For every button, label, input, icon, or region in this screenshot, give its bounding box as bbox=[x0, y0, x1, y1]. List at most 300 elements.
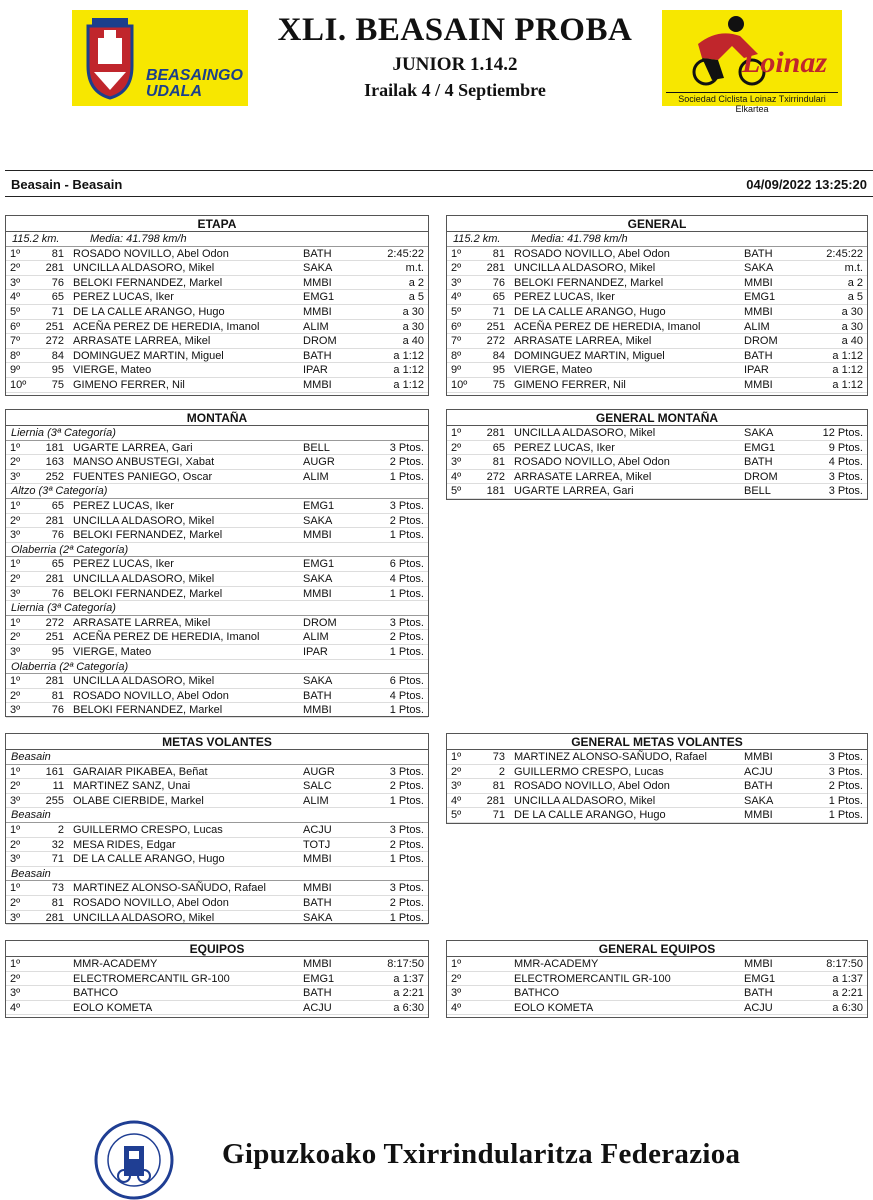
bib-cell: 161 bbox=[45, 765, 64, 778]
name-cell: UNCILLA ALDASORO, Mikel bbox=[514, 262, 656, 275]
name-cell: ROSADO NOVILLO, Abel Odon bbox=[73, 896, 229, 909]
team-cell: DROM bbox=[303, 335, 337, 348]
value-cell: m.t. bbox=[405, 262, 424, 275]
position-cell: 8º bbox=[10, 349, 21, 362]
position-cell: 4º bbox=[10, 291, 21, 304]
table-row bbox=[6, 630, 428, 645]
name-cell: ROSADO NOVILLO, Abel Odon bbox=[514, 247, 670, 260]
group-header: Altzo (3ª Categoría) bbox=[6, 484, 428, 499]
value-cell: a 6:30 bbox=[393, 1001, 424, 1014]
team-cell: BATH bbox=[744, 456, 773, 469]
stage-info-bar bbox=[5, 170, 873, 197]
value-cell: a 30 bbox=[402, 305, 424, 318]
name-cell: ARRASATE LARREA, Mikel bbox=[73, 616, 211, 629]
position-cell: 3º bbox=[451, 276, 462, 289]
team-cell: BELL bbox=[744, 485, 771, 498]
name-cell: BELOKI FERNANDEZ, Markel bbox=[73, 704, 223, 717]
name-cell: GIMENO FERRER, Nil bbox=[73, 378, 185, 391]
team-cell: EMG1 bbox=[303, 291, 335, 304]
position-cell: 1º bbox=[10, 958, 21, 970]
value-cell: 3 Ptos. bbox=[828, 751, 863, 763]
name-cell: UNCILLA ALDASORO, Mikel bbox=[73, 572, 215, 585]
value-cell: 1 Ptos. bbox=[828, 809, 863, 822]
value-cell: 2 Ptos. bbox=[389, 514, 424, 527]
bib-cell: 65 bbox=[492, 291, 505, 304]
group-header: Liernia (3ª Categoría) bbox=[6, 601, 428, 616]
value-cell: 3 Ptos. bbox=[828, 485, 863, 498]
coat-of-arms-icon bbox=[82, 16, 138, 100]
value-cell: 3 Ptos. bbox=[389, 882, 424, 895]
bib-cell: 281 bbox=[45, 262, 64, 275]
position-cell: 7º bbox=[10, 335, 21, 348]
table-row bbox=[447, 276, 867, 291]
position-cell: 2º bbox=[451, 262, 462, 275]
value-cell: a 40 bbox=[841, 335, 863, 348]
table-row bbox=[6, 514, 428, 529]
name-cell: MARTINEZ SANZ, Unai bbox=[73, 780, 191, 793]
name-cell: GUILLERMO CRESPO, Lucas bbox=[73, 823, 223, 836]
team-cell: BATH bbox=[744, 780, 773, 793]
bib-cell: 81 bbox=[492, 247, 505, 260]
name-cell: PEREZ LUCAS, Iker bbox=[73, 499, 174, 512]
value-cell: a 30 bbox=[402, 320, 424, 333]
montana-title: MONTAÑA bbox=[6, 410, 428, 426]
beasain-council-logo bbox=[72, 10, 248, 106]
team-cell: MMBI bbox=[303, 704, 332, 717]
bib-cell: 2 bbox=[498, 765, 505, 778]
position-cell: 4º bbox=[10, 1001, 21, 1014]
table-row bbox=[6, 587, 428, 602]
position-cell: 7º bbox=[451, 335, 462, 348]
team-cell: EMG1 bbox=[744, 441, 776, 454]
table-row bbox=[447, 972, 867, 987]
bib-cell: 65 bbox=[51, 499, 64, 512]
etapa-classification bbox=[5, 215, 429, 396]
name-cell: DOMINGUEZ MARTIN, Miguel bbox=[514, 349, 665, 362]
bib-cell: 81 bbox=[492, 456, 505, 469]
table-row bbox=[6, 455, 428, 470]
value-cell: m.t. bbox=[844, 262, 863, 275]
team-cell: MMBI bbox=[303, 587, 332, 600]
position-cell: 2º bbox=[10, 896, 21, 909]
table-row bbox=[6, 261, 428, 276]
value-cell: a 1:12 bbox=[832, 378, 863, 391]
bib-cell: 65 bbox=[492, 441, 505, 454]
bib-cell: 181 bbox=[486, 485, 505, 498]
table-row bbox=[6, 247, 428, 262]
bib-cell: 73 bbox=[51, 882, 64, 895]
bib-cell: 281 bbox=[45, 572, 64, 585]
table-row bbox=[447, 808, 867, 823]
name-cell: UNCILLA ALDASORO, Mikel bbox=[514, 427, 656, 439]
team-cell: ALIM bbox=[303, 470, 329, 483]
general-equipos-title: GENERAL EQUIPOS bbox=[447, 941, 867, 957]
bib-cell: 76 bbox=[492, 276, 505, 289]
bib-cell: 75 bbox=[51, 378, 64, 391]
race-category: JUNIOR 1.14.2 bbox=[392, 54, 518, 75]
name-cell: ACEÑA PEREZ DE HEREDIA, Imanol bbox=[514, 320, 701, 333]
stage-route: Beasain - Beasain bbox=[11, 177, 123, 192]
name-cell: MARTINEZ ALONSO-SAÑUDO, Rafael bbox=[514, 751, 707, 763]
value-cell: a 1:37 bbox=[393, 972, 424, 985]
table-row bbox=[447, 378, 867, 393]
bib-cell: 32 bbox=[51, 838, 64, 851]
team-cell: TOTJ bbox=[303, 838, 331, 851]
team-cell: MMBI bbox=[744, 751, 773, 763]
equipos-classification bbox=[5, 940, 429, 1018]
position-cell: 5º bbox=[10, 305, 21, 318]
team-cell: BATH bbox=[303, 689, 332, 702]
position-cell: 2º bbox=[10, 689, 21, 702]
table-row bbox=[6, 986, 428, 1001]
value-cell: 1 Ptos. bbox=[389, 645, 424, 658]
name-cell: ROSADO NOVILLO, Abel Odon bbox=[514, 780, 670, 793]
table-row bbox=[447, 455, 867, 470]
general-distance-row bbox=[447, 232, 867, 247]
team-cell: ALIM bbox=[303, 320, 329, 333]
name-cell: UNCILLA ALDASORO, Mikel bbox=[73, 262, 215, 275]
bib-cell: 272 bbox=[486, 335, 505, 348]
bib-cell: 65 bbox=[51, 291, 64, 304]
name-cell: EOLO KOMETA bbox=[514, 1001, 594, 1014]
table-row bbox=[447, 794, 867, 809]
team-cell: BATH bbox=[744, 987, 773, 1000]
position-cell: 3º bbox=[10, 853, 21, 866]
name-cell: ELECTROMERCANTIL GR-100 bbox=[514, 972, 671, 985]
bib-cell: 81 bbox=[492, 780, 505, 793]
position-cell: 8º bbox=[451, 349, 462, 362]
team-cell: ALIM bbox=[303, 794, 329, 807]
table-row bbox=[6, 363, 428, 378]
team-cell: DROM bbox=[744, 470, 778, 483]
position-cell: 2º bbox=[10, 972, 21, 985]
position-cell: 2º bbox=[10, 631, 21, 644]
name-cell: MARTINEZ ALONSO-SAÑUDO, Rafael bbox=[73, 882, 266, 895]
team-cell: EMG1 bbox=[303, 558, 335, 571]
value-cell: a 1:37 bbox=[832, 972, 863, 985]
value-cell: 3 Ptos. bbox=[389, 823, 424, 836]
bib-cell: 65 bbox=[51, 558, 64, 571]
position-cell: 2º bbox=[10, 456, 21, 469]
name-cell: MMR-ACADEMY bbox=[73, 958, 158, 970]
equipos-title: EQUIPOS bbox=[6, 941, 428, 957]
team-cell: MMBI bbox=[744, 305, 773, 318]
team-cell: IPAR bbox=[303, 645, 328, 658]
value-cell: 3 Ptos. bbox=[389, 441, 424, 454]
bib-cell: 76 bbox=[51, 276, 64, 289]
bib-cell: 95 bbox=[51, 645, 64, 658]
name-cell: BELOKI FERNANDEZ, Markel bbox=[73, 587, 223, 600]
value-cell: 1 Ptos. bbox=[389, 794, 424, 807]
name-cell: UGARTE LARREA, Gari bbox=[73, 441, 193, 454]
name-cell: MMR-ACADEMY bbox=[514, 958, 599, 970]
team-cell: AUGR bbox=[303, 456, 335, 469]
team-cell: BELL bbox=[303, 441, 330, 454]
name-cell: BELOKI FERNANDEZ, Markel bbox=[73, 529, 223, 542]
bib-cell: 11 bbox=[52, 780, 64, 793]
general-metas-title: GENERAL METAS VOLANTES bbox=[447, 734, 867, 750]
team-cell: EMG1 bbox=[744, 291, 776, 304]
value-cell: a 5 bbox=[408, 291, 424, 304]
team-cell: MMBI bbox=[303, 378, 332, 391]
position-cell: 3º bbox=[451, 780, 462, 793]
metas-title: METAS VOLANTES bbox=[6, 734, 428, 750]
value-cell: a 1:12 bbox=[393, 349, 424, 362]
table-row bbox=[447, 470, 867, 485]
table-row bbox=[6, 765, 428, 780]
general-equipos-classification bbox=[446, 940, 868, 1018]
name-cell: ROSADO NOVILLO, Abel Odon bbox=[514, 456, 670, 469]
value-cell: a 6:30 bbox=[832, 1001, 863, 1014]
table-row bbox=[6, 378, 428, 393]
bib-cell: 163 bbox=[45, 456, 64, 469]
name-cell: UGARTE LARREA, Gari bbox=[514, 485, 634, 498]
team-cell: SAKA bbox=[303, 572, 333, 585]
bib-cell: 255 bbox=[45, 794, 64, 807]
table-row bbox=[447, 320, 867, 335]
value-cell: a 1:12 bbox=[832, 349, 863, 362]
team-cell: DROM bbox=[303, 616, 337, 629]
value-cell: 8:17:50 bbox=[826, 958, 863, 970]
value-cell: a 30 bbox=[841, 305, 863, 318]
value-cell: 9 Ptos. bbox=[828, 441, 863, 454]
general-montana-classification bbox=[446, 409, 868, 500]
bib-cell: 71 bbox=[492, 809, 505, 822]
name-cell: PEREZ LUCAS, Iker bbox=[73, 558, 174, 571]
position-cell: 6º bbox=[10, 320, 21, 333]
value-cell: 3 Ptos. bbox=[389, 616, 424, 629]
bib-cell: 75 bbox=[492, 378, 505, 391]
table-row bbox=[6, 1001, 428, 1016]
value-cell: 1 Ptos. bbox=[389, 470, 424, 483]
position-cell: 3º bbox=[10, 987, 21, 1000]
position-cell: 3º bbox=[451, 987, 462, 1000]
name-cell: GUILLERMO CRESPO, Lucas bbox=[514, 765, 664, 778]
name-cell: ELECTROMERCANTIL GR-100 bbox=[73, 972, 230, 985]
position-cell: 5º bbox=[451, 305, 462, 318]
team-cell: EMG1 bbox=[744, 972, 776, 985]
table-row bbox=[447, 247, 867, 262]
value-cell: 4 Ptos. bbox=[389, 689, 424, 702]
etapa-distance-row bbox=[6, 232, 428, 247]
position-cell: 4º bbox=[451, 291, 462, 304]
table-row bbox=[6, 557, 428, 572]
table-row bbox=[447, 305, 867, 320]
bib-cell: 251 bbox=[45, 631, 64, 644]
table-row bbox=[447, 957, 867, 972]
position-cell: 2º bbox=[10, 838, 21, 851]
bib-cell: 272 bbox=[45, 335, 64, 348]
table-row bbox=[447, 290, 867, 305]
team-cell: SAKA bbox=[303, 675, 333, 688]
position-cell: 3º bbox=[10, 704, 21, 717]
table-row bbox=[6, 957, 428, 972]
bib-cell: 281 bbox=[45, 514, 64, 527]
table-row bbox=[447, 1001, 867, 1016]
name-cell: UNCILLA ALDASORO, Mikel bbox=[73, 911, 215, 924]
position-cell: 3º bbox=[10, 587, 21, 600]
position-cell: 4º bbox=[451, 794, 462, 807]
name-cell: ARRASATE LARREA, Mikel bbox=[514, 470, 652, 483]
name-cell: ROSADO NOVILLO, Abel Odon bbox=[73, 247, 229, 260]
team-cell: MMBI bbox=[303, 853, 332, 866]
position-cell: 4º bbox=[451, 470, 462, 483]
value-cell: 1 Ptos. bbox=[389, 853, 424, 866]
bib-cell: 81 bbox=[51, 689, 64, 702]
position-cell: 2º bbox=[10, 262, 21, 275]
bib-cell: 81 bbox=[51, 247, 64, 260]
table-row bbox=[447, 441, 867, 456]
value-cell: a 2:21 bbox=[832, 987, 863, 1000]
bib-cell: 272 bbox=[45, 616, 64, 629]
value-cell: 3 Ptos. bbox=[828, 470, 863, 483]
team-cell: SAKA bbox=[744, 262, 774, 275]
table-row bbox=[6, 852, 428, 867]
bib-cell: 76 bbox=[51, 587, 64, 600]
bib-cell: 251 bbox=[45, 320, 64, 333]
group-header: Beasain bbox=[6, 808, 428, 823]
bib-cell: 81 bbox=[51, 896, 64, 909]
metas-volantes-classification bbox=[5, 733, 429, 924]
table-row bbox=[6, 838, 428, 853]
position-cell: 1º bbox=[10, 823, 21, 836]
name-cell: ROSADO NOVILLO, Abel Odon bbox=[73, 689, 229, 702]
value-cell: 3 Ptos. bbox=[389, 499, 424, 512]
position-cell: 3º bbox=[10, 529, 21, 542]
team-cell: MMBI bbox=[303, 882, 332, 895]
team-cell: MMBI bbox=[303, 305, 332, 318]
table-row bbox=[6, 896, 428, 911]
position-cell: 1º bbox=[10, 616, 21, 629]
position-cell: 2º bbox=[10, 572, 21, 585]
race-date: Irailak 4 / 4 Septiembre bbox=[364, 80, 546, 100]
team-cell: AUGR bbox=[303, 765, 335, 778]
table-row bbox=[6, 972, 428, 987]
team-cell: SAKA bbox=[744, 427, 774, 439]
name-cell: GARAIAR PIKABEA, Beñat bbox=[73, 765, 208, 778]
table-row bbox=[6, 616, 428, 631]
position-cell: 9º bbox=[451, 364, 462, 377]
team-cell: EMG1 bbox=[303, 972, 335, 985]
value-cell: 12 Ptos. bbox=[822, 427, 863, 439]
name-cell: UNCILLA ALDASORO, Mikel bbox=[73, 675, 215, 688]
table-row bbox=[447, 334, 867, 349]
name-cell: MANSO ANBUSTEGI, Xabat bbox=[73, 456, 215, 469]
name-cell: DOMINGUEZ MARTIN, Miguel bbox=[73, 349, 224, 362]
bib-cell: 281 bbox=[45, 911, 64, 924]
team-cell: ACJU bbox=[303, 823, 332, 836]
name-cell: DE LA CALLE ARANGO, Hugo bbox=[73, 853, 225, 866]
table-row bbox=[6, 305, 428, 320]
team-cell: SAKA bbox=[303, 262, 333, 275]
team-cell: MMBI bbox=[744, 276, 773, 289]
position-cell: 2º bbox=[10, 514, 21, 527]
table-row bbox=[447, 765, 867, 780]
value-cell: 2:45:22 bbox=[826, 247, 863, 260]
group-header: Olaberria (2ª Categoría) bbox=[6, 543, 428, 558]
value-cell: 6 Ptos. bbox=[389, 558, 424, 571]
table-row bbox=[6, 794, 428, 809]
name-cell: DE LA CALLE ARANGO, Hugo bbox=[73, 305, 225, 318]
group-header: Beasain bbox=[6, 867, 428, 882]
value-cell: a 2 bbox=[847, 276, 863, 289]
team-cell: MMBI bbox=[744, 378, 773, 391]
value-cell: 2 Ptos. bbox=[389, 631, 424, 644]
position-cell: 1º bbox=[451, 247, 462, 260]
bib-cell: 281 bbox=[486, 427, 505, 439]
table-row bbox=[6, 320, 428, 335]
value-cell: 3 Ptos. bbox=[389, 765, 424, 778]
position-cell: 1º bbox=[451, 427, 462, 439]
value-cell: a 40 bbox=[402, 335, 424, 348]
team-cell: ACJU bbox=[303, 1001, 332, 1014]
etapa-title: ETAPA bbox=[6, 216, 428, 232]
bib-cell: 76 bbox=[51, 704, 64, 717]
value-cell: 1 Ptos. bbox=[389, 587, 424, 600]
value-cell: 1 Ptos. bbox=[389, 911, 424, 924]
value-cell: 4 Ptos. bbox=[389, 572, 424, 585]
position-cell: 1º bbox=[10, 882, 21, 895]
bib-cell: 281 bbox=[486, 262, 505, 275]
name-cell: DE LA CALLE ARANGO, Hugo bbox=[514, 809, 666, 822]
bib-cell: 251 bbox=[486, 320, 505, 333]
loinaz-club-logo bbox=[662, 10, 842, 114]
team-cell: BATH bbox=[303, 247, 332, 260]
table-row bbox=[6, 911, 428, 926]
bib-cell: 84 bbox=[51, 349, 64, 362]
table-row bbox=[6, 470, 428, 485]
team-cell: IPAR bbox=[303, 364, 328, 377]
value-cell: 1 Ptos. bbox=[389, 704, 424, 717]
position-cell: 10º bbox=[10, 378, 27, 391]
table-row bbox=[6, 499, 428, 514]
position-cell: 2º bbox=[451, 441, 462, 454]
name-cell: FUENTES PANIEGO, Oscar bbox=[73, 470, 213, 483]
document-header bbox=[0, 0, 873, 160]
table-row bbox=[6, 779, 428, 794]
team-cell: MMBI bbox=[303, 529, 332, 542]
race-title: XLI. BEASAIN PROBA bbox=[277, 12, 633, 48]
position-cell: 1º bbox=[10, 765, 21, 778]
table-row bbox=[6, 703, 428, 718]
position-cell: 3º bbox=[10, 470, 21, 483]
general-title: GENERAL bbox=[447, 216, 867, 232]
table-row bbox=[6, 334, 428, 349]
document-footer bbox=[0, 1120, 873, 1200]
value-cell: 3 Ptos. bbox=[828, 765, 863, 778]
table-row bbox=[447, 750, 867, 765]
value-cell: 2 Ptos. bbox=[389, 456, 424, 469]
team-cell: SAKA bbox=[744, 794, 774, 807]
table-row bbox=[6, 689, 428, 704]
name-cell: PEREZ LUCAS, Iker bbox=[514, 441, 615, 454]
table-row bbox=[6, 528, 428, 543]
team-cell: BATH bbox=[303, 987, 332, 1000]
name-cell: VIERGE, Mateo bbox=[73, 645, 152, 658]
team-cell: BATH bbox=[744, 349, 773, 362]
value-cell: 2 Ptos. bbox=[828, 780, 863, 793]
name-cell: ACEÑA PEREZ DE HEREDIA, Imanol bbox=[73, 631, 260, 644]
table-row bbox=[447, 426, 867, 441]
position-cell: 3º bbox=[10, 276, 21, 289]
value-cell: 1 Ptos. bbox=[828, 794, 863, 807]
position-cell: 3º bbox=[10, 794, 21, 807]
name-cell: DE LA CALLE ARANGO, Hugo bbox=[514, 305, 666, 318]
montana-classification bbox=[5, 409, 429, 717]
group-header: Beasain bbox=[6, 750, 428, 765]
bib-cell: 76 bbox=[51, 529, 64, 542]
general-classification bbox=[446, 215, 868, 396]
